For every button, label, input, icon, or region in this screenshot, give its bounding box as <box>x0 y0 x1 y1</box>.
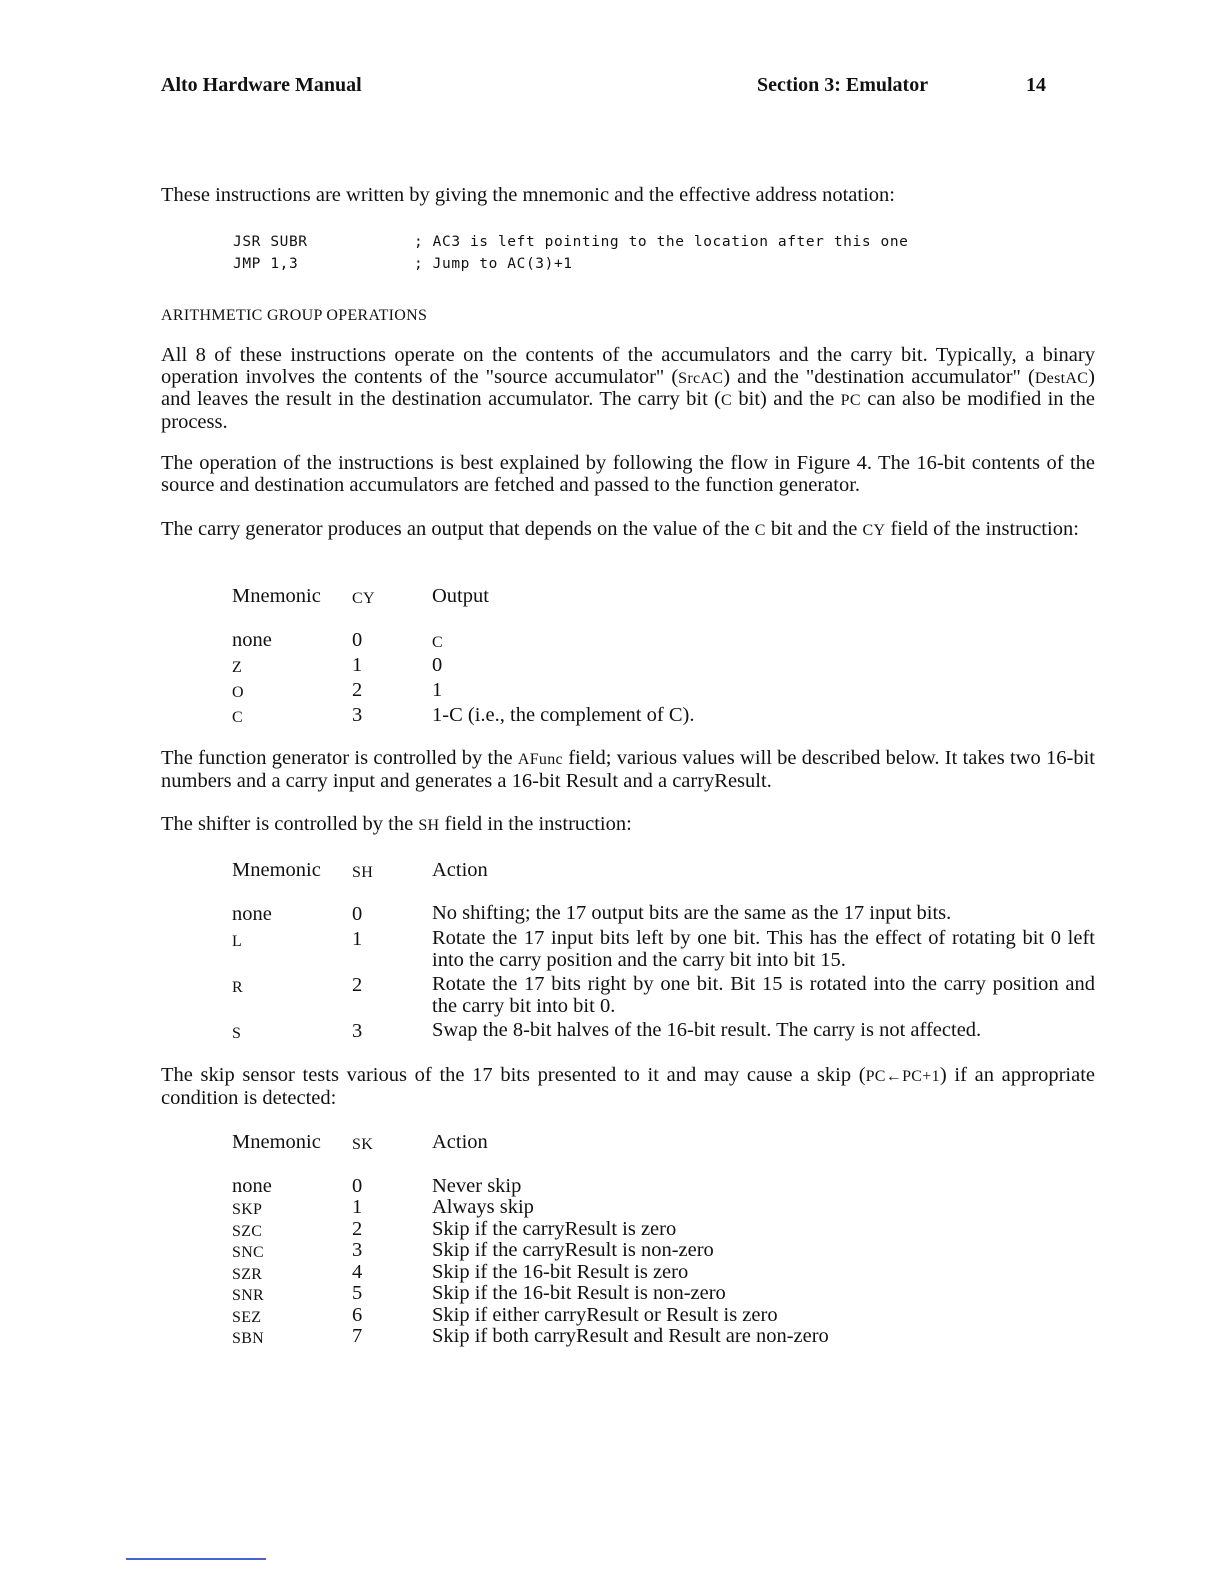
paragraph-shifter: The shifter is controlled by the SH field in the instruction: <box>161 813 632 835</box>
skip-table-header-sk: SK <box>352 1136 374 1153</box>
table-row-action: No shifting; the 17 output bits are the same as the 17 input bits. <box>432 902 952 924</box>
table-row-output: C <box>432 634 443 651</box>
skip-table-header-action: Action <box>432 1131 488 1153</box>
table-row-action: Skip if the carryResult is zero <box>432 1218 677 1240</box>
table-row-mnemonic: SZR <box>232 1266 263 1283</box>
paragraph-flow: The operation of the instructions is best explained by following the flow in Figure 4. The 16-bit contents of the source and destination accumulators are fetched and passed to the function generator. <box>161 452 1095 496</box>
skip-table-header-mnemonic: Mnemonic <box>232 1131 321 1153</box>
table-row-action: Skip if either carryResult or Result is zero <box>432 1304 778 1326</box>
section-heading: ARITHMETIC GROUP OPERATIONS <box>161 307 428 324</box>
table-row-mnemonic: none <box>232 629 272 651</box>
table-row-mnemonic: S <box>232 1025 242 1042</box>
carry-table-header-output: Output <box>432 585 489 607</box>
table-row-action: Never skip <box>432 1175 522 1197</box>
table-row-output: 1-C (i.e., the complement of C). <box>432 704 695 726</box>
paragraph-carry-generator: The carry generator produces an output that depends on the value of the C bit and the CY field of the instruction: <box>161 518 1079 540</box>
table-row-mnemonic: O <box>232 684 244 701</box>
table-row-action: Skip if the 16-bit Result is zero <box>432 1261 689 1283</box>
paragraph-function-generator: The function generator is controlled by the AFunc field; various values will be described below. It takes two 16-bit numbers and a carry input and generates a 16-bit Result and a carryResult. <box>161 747 1095 792</box>
table-row-mnemonic: none <box>232 903 272 925</box>
table-row-action: Always skip <box>432 1196 534 1218</box>
table-row-mnemonic: none <box>232 1175 272 1197</box>
table-row-mnemonic: SZC <box>232 1223 263 1240</box>
table-row-output: 1 <box>432 679 443 701</box>
table-row-value: 0 <box>352 629 363 651</box>
table-row-action: Skip if the carryResult is non-zero <box>432 1239 714 1261</box>
table-row-value: 1 <box>352 654 363 676</box>
table-row-mnemonic: SBN <box>232 1330 265 1347</box>
table-row-value: 3 <box>352 704 363 726</box>
shift-table-header-mnemonic: Mnemonic <box>232 859 321 881</box>
running-header-section: Section 3: Emulator <box>757 74 929 96</box>
carry-table-header-cy: CY <box>352 590 375 607</box>
table-row-value: 6 <box>352 1304 363 1326</box>
table-row-action: Skip if both carryResult and Result are non-zero <box>432 1325 829 1347</box>
table-row-output: 0 <box>432 654 443 676</box>
table-row-action: Rotate the 17 bits right by one bit. Bit 15 is rotated into the carry position and the carry bit into bit 0. <box>432 973 1095 1017</box>
table-row-value: 1 <box>352 1196 363 1218</box>
table-row-mnemonic: SNC <box>232 1244 265 1261</box>
table-row-value: 0 <box>352 1175 363 1197</box>
intro-paragraph: These instructions are written by giving the mnemonic and the effective address notation: <box>161 184 895 206</box>
footer-rule <box>126 1558 266 1560</box>
table-row-mnemonic: SEZ <box>232 1309 262 1326</box>
shift-table-header-sh: SH <box>352 864 374 881</box>
paragraph-accumulators: All 8 of these instructions operate on the contents of the accumulators and the carry bit. Typically, a binary operation involves the contents of the "source accumulator" (SrcAC) and the "destination accumulator" (DestAC) and leaves the result in the destination accumulator. The carry bit (C bit) and the PC can also be modified in the process. <box>161 344 1095 433</box>
page-number: 14 <box>1026 74 1046 96</box>
table-row-value: 5 <box>352 1282 363 1304</box>
table-row-action: Skip if the 16-bit Result is non-zero <box>432 1282 726 1304</box>
table-row-mnemonic: SKP <box>232 1201 263 1218</box>
table-row-value: 2 <box>352 974 363 996</box>
table-row-mnemonic: L <box>232 933 243 950</box>
table-row-value: 7 <box>352 1325 363 1347</box>
table-row-action: Swap the 8-bit halves of the 16-bit result. The carry is not affected. <box>432 1019 982 1041</box>
carry-table-header-mnemonic: Mnemonic <box>232 585 321 607</box>
table-row-value: 4 <box>352 1261 363 1283</box>
code-line-comment: ; AC3 is left pointing to the location after this one <box>414 234 909 250</box>
table-row-mnemonic: C <box>232 709 243 726</box>
table-row-value: 2 <box>352 679 363 701</box>
table-row-value: 0 <box>352 903 363 925</box>
table-row-value: 3 <box>352 1020 363 1042</box>
code-line-instr: JMP 1,3 <box>233 256 299 272</box>
table-row-mnemonic: Z <box>232 659 243 676</box>
table-row-value: 3 <box>352 1239 363 1261</box>
table-row-mnemonic: SNR <box>232 1287 265 1304</box>
table-row-mnemonic: R <box>232 979 243 996</box>
code-line-comment: ; Jump to AC(3)+1 <box>414 256 573 272</box>
shift-table-header-action: Action <box>432 859 488 881</box>
running-header-title: Alto Hardware Manual <box>161 74 362 96</box>
table-row-action: Rotate the 17 input bits left by one bit. This has the effect of rotating bit 0 left into the carry position and the carry bit into bit 15. <box>432 927 1095 971</box>
table-row-value: 2 <box>352 1218 363 1240</box>
code-line-instr: JSR SUBR <box>233 234 308 250</box>
paragraph-skip-sensor: The skip sensor tests various of the 17 bits presented to it and may cause a skip (PC←PC+1) if an appropriate condition is detected: <box>161 1064 1095 1109</box>
table-row-value: 1 <box>352 928 363 950</box>
